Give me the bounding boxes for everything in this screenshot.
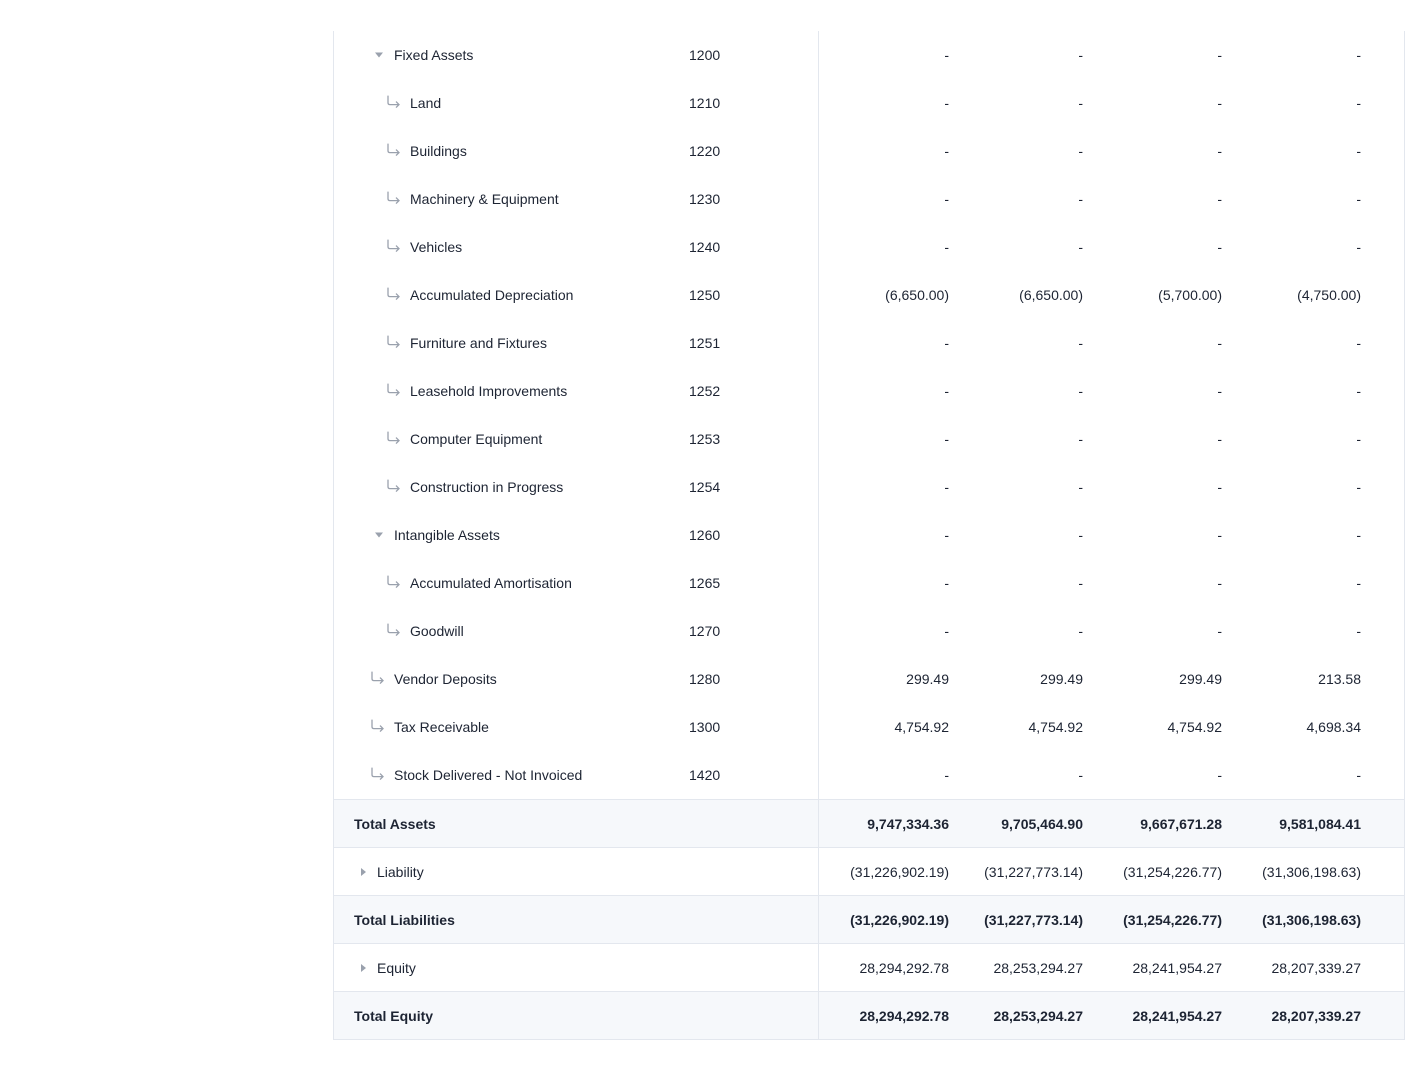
value-cell-col-4: - [1356, 767, 1361, 783]
account-row [334, 751, 1404, 799]
account-code: 1240 [689, 239, 721, 255]
value-cell-col-1: (31,226,902.19) [850, 863, 949, 880]
account-code: 1200 [689, 47, 721, 63]
account-label-cell [334, 31, 819, 79]
value-cell-col-3: 9,667,671.28 [1140, 815, 1222, 832]
tree-branch-icon [386, 239, 402, 253]
caret-down-icon[interactable] [375, 53, 383, 58]
account-row [334, 367, 1404, 415]
value-cell-col-2: 4,754.92 [1028, 719, 1083, 735]
value-cell-col-3: 4,754.92 [1167, 719, 1222, 735]
value-cell-col-3: (31,254,226.77) [1123, 863, 1222, 880]
value-cell-col-4: - [1356, 527, 1361, 543]
account-code: 1270 [689, 623, 721, 639]
value-cell-col-1: - [944, 767, 949, 783]
account-code: 1260 [689, 527, 721, 543]
value-cell-col-2: - [1078, 47, 1083, 63]
value-cell-col-1: (6,650.00) [885, 287, 949, 303]
value-cell-col-1: 9,747,334.36 [867, 815, 949, 832]
value-cell-col-2: (31,227,773.14) [984, 863, 1083, 880]
account-code: 1220 [689, 143, 721, 159]
value-cell-col-1: - [944, 431, 949, 447]
value-cell-col-4: - [1356, 191, 1361, 207]
account-label-cell [334, 703, 819, 751]
value-cell-col-4: (4,750.00) [1297, 287, 1361, 303]
value-cell-col-1: - [944, 47, 949, 63]
equity-section-row[interactable] [334, 943, 1404, 991]
total-equity-row [334, 991, 1404, 1039]
tree-branch-icon [386, 479, 402, 493]
value-cell-col-2: - [1078, 143, 1083, 159]
value-cell-col-1: - [944, 383, 949, 399]
caret-right-icon[interactable] [361, 868, 366, 876]
account-row [334, 655, 1404, 703]
account-row [334, 319, 1404, 367]
value-cell-col-2: - [1078, 767, 1083, 783]
value-cell-col-3: - [1217, 623, 1222, 639]
value-cell-col-2: 28,253,294.27 [993, 1007, 1083, 1024]
account-row[interactable] [334, 31, 1404, 79]
account-name: Buildings [410, 143, 467, 159]
account-label-cell [334, 223, 819, 271]
account-code: 1265 [689, 575, 721, 591]
total-label: Total Equity [354, 1007, 434, 1024]
value-cell-col-3: 299.49 [1179, 671, 1222, 687]
value-cell-col-4: - [1356, 95, 1361, 111]
value-cell-col-1: - [944, 575, 949, 591]
value-cell-col-1: 28,294,292.78 [859, 959, 949, 976]
value-cell-col-4: (31,306,198.63) [1262, 863, 1361, 880]
value-cell-col-1: 28,294,292.78 [859, 1007, 949, 1024]
account-name: Leasehold Improvements [410, 383, 568, 399]
value-cell-col-1: - [944, 239, 949, 255]
value-cell-col-2: - [1078, 479, 1083, 495]
caret-right-icon[interactable] [361, 964, 366, 972]
value-cell-col-4: - [1356, 383, 1361, 399]
tree-branch-icon [386, 623, 402, 637]
value-cell-col-4: - [1356, 239, 1361, 255]
value-cell-col-3: - [1217, 383, 1222, 399]
value-cell-col-4: - [1356, 623, 1361, 639]
caret-down-icon[interactable] [375, 533, 383, 538]
value-cell-col-2: 299.49 [1040, 671, 1083, 687]
account-row [334, 559, 1404, 607]
value-cell-col-2: - [1078, 191, 1083, 207]
value-cell-col-1: - [944, 95, 949, 111]
value-cell-col-1: - [944, 191, 949, 207]
value-cell-col-2: 9,705,464.90 [1001, 815, 1083, 832]
account-code: 1250 [689, 287, 721, 303]
balance-sheet-table [333, 31, 1405, 1040]
value-cell-col-3: - [1217, 767, 1222, 783]
account-name: Machinery & Equipment [410, 191, 559, 207]
tree-branch-icon [386, 287, 402, 301]
account-label-cell [334, 271, 819, 319]
account-row [334, 223, 1404, 271]
account-row [334, 175, 1404, 223]
account-name: Computer Equipment [410, 431, 543, 447]
value-cell-col-4: 9,581,084.41 [1279, 815, 1361, 832]
value-cell-col-3: (31,254,226.77) [1123, 911, 1222, 928]
value-cell-col-1: 4,754.92 [894, 719, 949, 735]
value-cell-col-2: - [1078, 527, 1083, 543]
value-cell-col-2: (31,227,773.14) [984, 911, 1083, 928]
value-cell-col-4: - [1356, 575, 1361, 591]
account-row [334, 127, 1404, 175]
account-label-cell [334, 463, 819, 511]
account-label-cell [334, 319, 819, 367]
value-cell-col-2: - [1078, 575, 1083, 591]
account-name: Vehicles [410, 239, 463, 255]
account-name: Accumulated Amortisation [410, 575, 572, 591]
value-cell-col-3: - [1217, 431, 1222, 447]
value-cell-col-4: 28,207,339.27 [1271, 959, 1361, 976]
account-name: Goodwill [410, 623, 464, 639]
tree-branch-icon [370, 671, 386, 685]
total-liabilities-row [334, 895, 1404, 943]
account-row [334, 79, 1404, 127]
value-cell-col-1: - [944, 527, 949, 543]
account-label-cell [334, 79, 819, 127]
account-row [334, 703, 1404, 751]
value-cell-col-1: - [944, 335, 949, 351]
tree-branch-icon [386, 335, 402, 349]
total-label: Total Assets [354, 815, 436, 832]
tree-branch-icon [370, 719, 386, 733]
tree-branch-icon [386, 431, 402, 445]
account-code: 1420 [689, 767, 721, 783]
account-label-cell [334, 896, 819, 943]
account-name: Stock Delivered - Not Invoiced [394, 767, 583, 783]
account-code: 1252 [689, 383, 721, 399]
account-code: 1251 [689, 335, 721, 351]
account-name: Intangible Assets [394, 527, 500, 543]
account-label-cell [334, 415, 819, 463]
value-cell-col-4: - [1356, 335, 1361, 351]
value-cell-col-2: - [1078, 95, 1083, 111]
account-code: 1230 [689, 191, 721, 207]
account-label-cell [334, 655, 819, 703]
value-cell-col-3: - [1217, 239, 1222, 255]
account-label-cell [334, 511, 819, 559]
value-cell-col-4: - [1356, 143, 1361, 159]
account-name: Tax Receivable [394, 719, 489, 735]
value-cell-col-3: - [1217, 143, 1222, 159]
account-label-cell [334, 848, 819, 895]
total-label: Total Liabilities [354, 911, 455, 928]
liability-section-row[interactable] [334, 847, 1404, 895]
value-cell-col-2: - [1078, 431, 1083, 447]
value-cell-col-1: - [944, 143, 949, 159]
value-cell-col-4: 213.58 [1318, 671, 1361, 687]
value-cell-col-4: - [1356, 431, 1361, 447]
account-code: 1254 [689, 479, 721, 495]
section-label: Liability [377, 863, 424, 880]
account-row [334, 463, 1404, 511]
account-code: 1253 [689, 431, 721, 447]
value-cell-col-3: - [1217, 575, 1222, 591]
value-cell-col-2: - [1078, 335, 1083, 351]
account-label-cell [334, 992, 819, 1039]
account-row [334, 415, 1404, 463]
value-cell-col-3: 28,241,954.27 [1132, 1007, 1222, 1024]
value-cell-col-3: - [1217, 527, 1222, 543]
tree-branch-icon [386, 575, 402, 589]
value-cell-col-2: 28,253,294.27 [993, 959, 1083, 976]
value-cell-col-3: 28,241,954.27 [1132, 959, 1222, 976]
value-cell-col-1: 299.49 [906, 671, 949, 687]
account-code: 1210 [689, 95, 721, 111]
value-cell-col-4: - [1356, 47, 1361, 63]
value-cell-col-4: 4,698.34 [1306, 719, 1361, 735]
tree-branch-icon [370, 767, 386, 781]
value-cell-col-1: - [944, 479, 949, 495]
value-cell-col-1: (31,226,902.19) [850, 911, 949, 928]
value-cell-col-2: (6,650.00) [1019, 287, 1083, 303]
account-name: Vendor Deposits [394, 671, 497, 687]
value-cell-col-3: - [1217, 95, 1222, 111]
account-label-cell [334, 751, 819, 799]
account-row[interactable] [334, 511, 1404, 559]
account-name: Fixed Assets [394, 47, 474, 63]
value-cell-col-3: - [1217, 335, 1222, 351]
section-label: Equity [377, 959, 416, 976]
value-cell-col-3: - [1217, 47, 1222, 63]
account-row [334, 607, 1404, 655]
tree-branch-icon [386, 383, 402, 397]
value-cell-col-2: - [1078, 383, 1083, 399]
tree-branch-icon [386, 191, 402, 205]
account-name: Furniture and Fixtures [410, 335, 547, 351]
account-label-cell [334, 559, 819, 607]
tree-branch-icon [386, 95, 402, 109]
value-cell-col-3: - [1217, 191, 1222, 207]
account-name: Land [410, 95, 442, 111]
account-code: 1280 [689, 671, 721, 687]
account-label-cell [334, 175, 819, 223]
value-cell-col-4: - [1356, 479, 1361, 495]
account-label-cell [334, 800, 819, 847]
account-name: Construction in Progress [410, 479, 564, 495]
account-label-cell [334, 127, 819, 175]
account-label-cell [334, 367, 819, 415]
total-assets-row [334, 799, 1404, 847]
account-label-cell [334, 944, 819, 991]
account-label-cell [334, 607, 819, 655]
account-name: Accumulated Depreciation [410, 287, 574, 303]
value-cell-col-2: - [1078, 239, 1083, 255]
value-cell-col-2: - [1078, 623, 1083, 639]
value-cell-col-1: - [944, 623, 949, 639]
value-cell-col-3: (5,700.00) [1158, 287, 1222, 303]
account-row [334, 271, 1404, 319]
account-code: 1300 [689, 719, 721, 735]
tree-branch-icon [386, 143, 402, 157]
value-cell-col-4: 28,207,339.27 [1271, 1007, 1361, 1024]
value-cell-col-4: (31,306,198.63) [1262, 911, 1361, 928]
value-cell-col-3: - [1217, 479, 1222, 495]
